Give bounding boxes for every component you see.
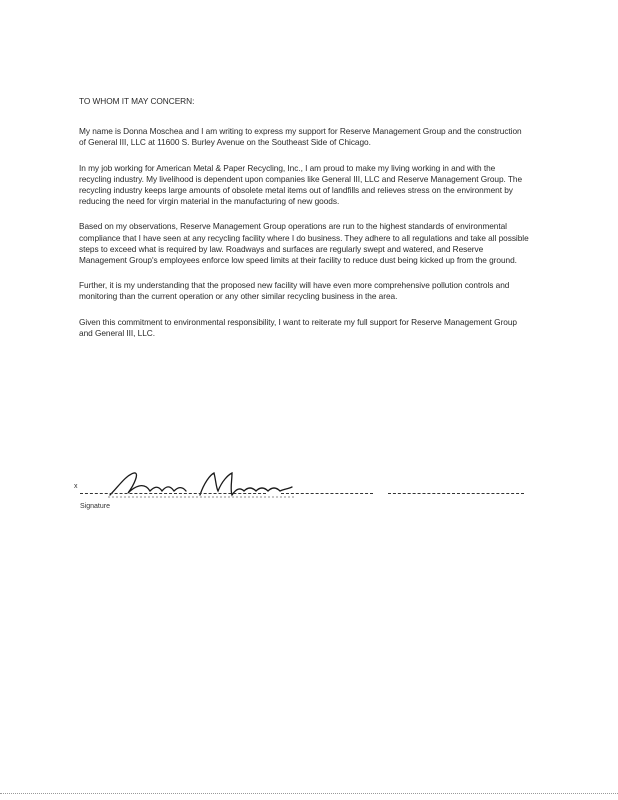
paragraph-closing: Given this commitment to environmental responsibility, I want to reiterate my full support for Reserve Management Group and General III, LLC. xyxy=(79,316,517,338)
scan-edge-artifact xyxy=(0,793,618,796)
blank-line-date xyxy=(388,493,524,494)
signature-x-mark: x xyxy=(74,483,78,490)
blank-line-name xyxy=(281,493,373,494)
paragraph-observations: Based on my observations, Reserve Management Group operations are run to the highest standards of environmental compliance that I have seen at any recycling facility where I do business. They adhere to all regulations and take all possible steps to exceed what is required by law. Roadways and surfaces are regularly swept and watered, and Reserve Management Group's employees enforce low speed limits at their facility to reduce dust being kicked up from the ground. xyxy=(79,221,529,266)
paragraph-employment: In my job working for American Metal & Paper Recycling, Inc., I am proud to make my living working in and with the recycling industry. My livelihood is dependent upon companies like General III, LLC and Reserve Management Group. The recycling industry keeps large amounts of obsolete metal items out of landfills and relieves stress on the environment by reducing the need for virgin material in the manufacturing of new goods. xyxy=(79,162,523,207)
letter-body xyxy=(79,96,529,353)
paragraph-new-facility: Further, it is my understanding that the proposed new facility will have even more comprehensive pollution controls and monitoring than the current operation or any other similar recycling business in the area. xyxy=(79,280,510,302)
signature-block xyxy=(66,467,536,517)
signature-line xyxy=(80,493,266,494)
handwritten-signature xyxy=(104,467,304,501)
salutation: TO WHOM IT MAY CONCERN: xyxy=(79,96,195,106)
paragraph-introduction: My name is Donna Moschea and I am writing to express my support for Reserve Management Group and the construction of General III, LLC at 11600 S. Burley Avenue on the Southeast Side of Chicago. xyxy=(79,126,522,148)
signature-label: Signature xyxy=(80,503,110,510)
